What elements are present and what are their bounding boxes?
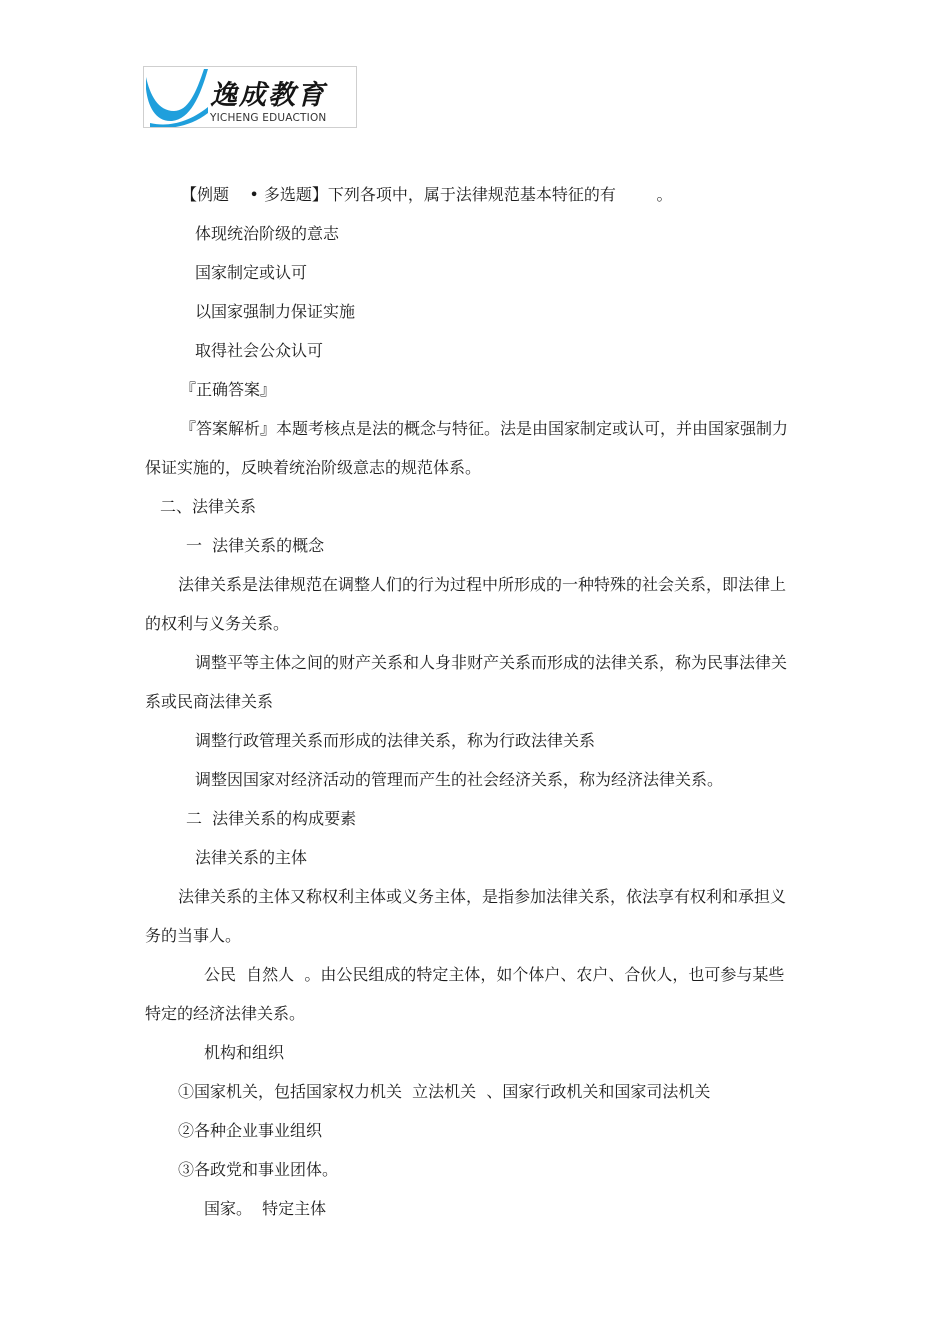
answer-analysis-cont: 保证实施的，反映着统治阶级意志的规范体系。: [145, 458, 482, 477]
subsection-heading-2: 二 法律关系的构成要素: [186, 809, 357, 828]
list-item: ①国家机关，包括国家权力机关 立法机关 、国家行政机关和国家司法机关: [178, 1082, 711, 1101]
yicheng-logo: [143, 66, 357, 128]
item-heading: 国家。 特定主体: [204, 1199, 327, 1218]
paragraph: 调整平等主体之间的财产关系和人身非财产关系而形成的法律关系，称为民事法律关: [195, 653, 788, 672]
option-d: 取得社会公众认可: [195, 341, 324, 360]
section-heading: 二、法律关系: [160, 497, 257, 516]
question-stem: 【例题 • 多选题】下列各项中，属于法律规范基本特征的有 。: [181, 185, 673, 204]
yicheng-logo-mark-icon: [144, 67, 210, 128]
paragraph: 法律关系的主体又称权利主体或义务主体，是指参加法律关系，依法享有权利和承担义: [178, 887, 787, 906]
option-b: 国家制定或认可: [195, 263, 308, 282]
paragraph: 调整因国家对经济活动的管理而产生的社会经济关系，称为经济法律关系。: [195, 770, 724, 789]
logo-name-en: YICHENG EDUACTION: [210, 112, 327, 124]
paragraph-cont: 务的当事人。: [145, 926, 242, 945]
option-a: 体现统治阶级的意志: [195, 224, 340, 243]
paragraph: 法律关系是法律规范在调整人们的行为过程中所形成的一种特殊的社会关系，即法律上: [178, 575, 787, 594]
list-item: ③各政党和事业团体。: [178, 1160, 339, 1179]
option-c: 以国家强制力保证实施: [195, 302, 356, 321]
list-item: ②各种企业事业组织: [178, 1121, 323, 1140]
paragraph: 公民 自然人 。由公民组成的特定主体，如个体户、农户、合伙人，也可参与某些: [204, 965, 785, 984]
paragraph-cont: 系或民商法律关系: [145, 692, 274, 711]
logo-name-cn: 逸成教育: [210, 80, 326, 111]
subsection-heading-1: 一 法律关系的概念: [186, 536, 325, 555]
answer-analysis: 『答案解析』本题考核点是法的概念与特征。法是由国家制定或认可，并由国家强制力: [180, 419, 789, 438]
item-heading: 机构和组织: [204, 1043, 285, 1062]
item-heading: 法律关系的主体: [195, 848, 308, 867]
paragraph: 调整行政管理关系而形成的法律关系，称为行政法律关系: [195, 731, 596, 750]
correct-answer-label: 『正确答案』: [180, 380, 277, 399]
paragraph-cont: 特定的经济法律关系。: [145, 1004, 306, 1023]
paragraph-cont: 的权利与义务关系。: [145, 614, 290, 633]
